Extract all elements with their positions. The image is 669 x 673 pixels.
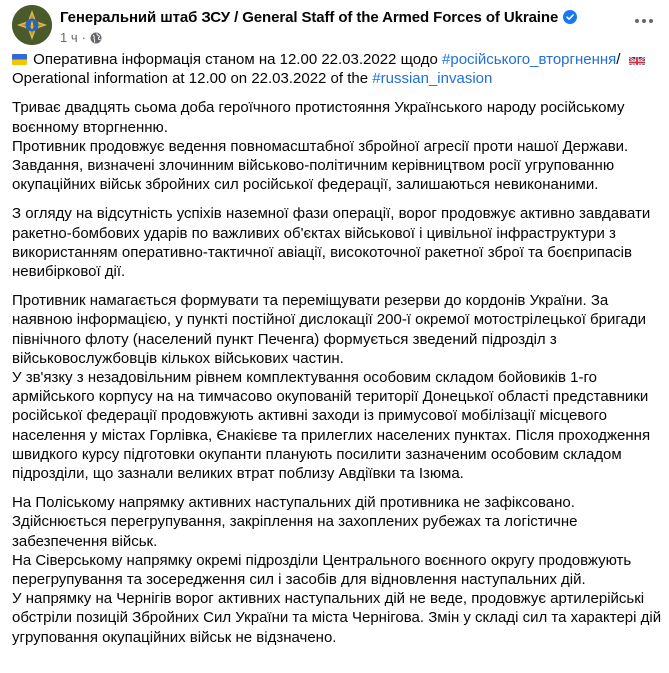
- hashtag-link-ua[interactable]: #російського_вторгнення: [442, 51, 617, 68]
- meta-separator: ·: [81, 29, 86, 45]
- author-block: [60, 8, 577, 45]
- paragraph-2: [12, 204, 664, 281]
- text-line: використанням оперативно-тактичної авіації, високоточної ракетної зброї та боєприпасів: [12, 243, 632, 261]
- text-line: На Сіверському напрямку окремі підрозділи Центрального воєнного округу продовжують: [12, 551, 632, 569]
- post-body: [12, 50, 664, 657]
- text-line: У напрямку на Чернігів ворог активних наступальних дій не веде, продовжує артилерійські: [12, 590, 645, 608]
- verified-badge-icon: [563, 10, 577, 24]
- flag-ukraine-icon: [12, 54, 27, 65]
- paragraph-3: [12, 291, 664, 483]
- text-line: обстріли позицій Збройних Сил України та міста Чернігова. Змін у складі сил та характері дій: [12, 609, 662, 627]
- intro-ua-text: Оперативна інформація станом на 12.00 22.03.2022 щодо: [33, 51, 443, 68]
- text-line: У зв'язку з незадовільним рівнем комплектування особовим складом бойовиків 1-го: [12, 369, 597, 387]
- text-line: З огляду на відсутність успіхів наземної фази операції, ворог продовжує активно завдавати: [12, 205, 651, 223]
- text-line: воєнному вторгненню.: [12, 118, 168, 136]
- author-name[interactable]: Генеральний штаб ЗСУ / General Staff of the Armed Forces of Ukraine: [60, 8, 559, 26]
- text-line: На Поліському напрямку активних наступальних дій противника не зафіксовано.: [12, 494, 575, 512]
- post-paragraphs: [12, 98, 664, 646]
- text-line: ракетно-бомбових ударів по важливих об'єктах військової і цивільної інфраструктури з: [12, 224, 616, 242]
- text-line: невибіркової дії.: [12, 263, 126, 281]
- text-line: забезпечення військ.: [12, 532, 158, 550]
- emblem-icon[interactable]: [12, 5, 52, 45]
- more-options-icon[interactable]: [631, 11, 657, 31]
- post-timestamp[interactable]: 1 ч: [60, 29, 78, 45]
- flag-uk-icon: [629, 54, 645, 65]
- text-line: наявною інформацією, у пункті постійної дислокації 200-ї окремої мотострілецької бригади: [12, 311, 646, 329]
- text-line: перегрупування та зосередження сил і засобів для відновлення наступальних дій.: [12, 571, 586, 589]
- text-line: армійського корпусу на на тимчасово окупованій території Донецької області представники: [12, 388, 649, 406]
- post-intro: [12, 50, 664, 88]
- post-header: [12, 5, 657, 45]
- paragraph-1: [12, 98, 664, 194]
- text-line: Здійснюється перегрупування, закріплення на захоплених рубежах та логістичне: [12, 513, 578, 531]
- text-line: Противник намагається формувати та переміщувати резерви до кордонів України. За: [12, 292, 609, 310]
- text-line: окупаційних військ збройних сил російської федерації, залишаються невиконаними.: [12, 176, 599, 194]
- text-line: Завдання, визначені злочинним військово-політичним керівництвом росії угрупованню: [12, 157, 615, 175]
- text-line: Противник продовжує ведення повномасштабної збройної агресії проти нашої Держави.: [12, 137, 629, 155]
- text-line: Триває двадцять сьома доба героїчного протистояння Українського народу російському: [12, 99, 625, 117]
- text-line: російської федерації продовжують активні заходи із примусової мобілізації місцевого: [12, 407, 607, 425]
- text-line: швидкого курсу підготовки окупанти планують посилити зазначеним особовим складом: [12, 445, 622, 463]
- text-line: підрозділи, що зазнали великих втрат поблизу Авдіївки та Ізюма.: [12, 465, 464, 483]
- text-line: населення у містах Горлівка, Єнакієве та прилеглих населених пунктах. Після проходження: [12, 426, 651, 444]
- text-line: північного флоту (населений пункт Печенга) формується зведений підрозділ з: [12, 330, 557, 348]
- globe-icon[interactable]: [90, 31, 102, 43]
- hashtag-link-en[interactable]: #russian_invasion: [372, 70, 493, 88]
- post-meta: [60, 29, 577, 45]
- intro-en-line: [12, 69, 664, 88]
- text-line: угруповання окупаційних військ не відзначено.: [12, 628, 337, 646]
- paragraph-4: [12, 493, 664, 647]
- author-line: [60, 8, 577, 26]
- intro-ua-line: [12, 50, 664, 69]
- intro-en-text: Operational information at 12.00 on 22.03.2022 of the: [12, 70, 373, 88]
- intro-ua-after: /: [616, 51, 625, 68]
- text-line: військовослужбовців кількох військових частин.: [12, 349, 344, 367]
